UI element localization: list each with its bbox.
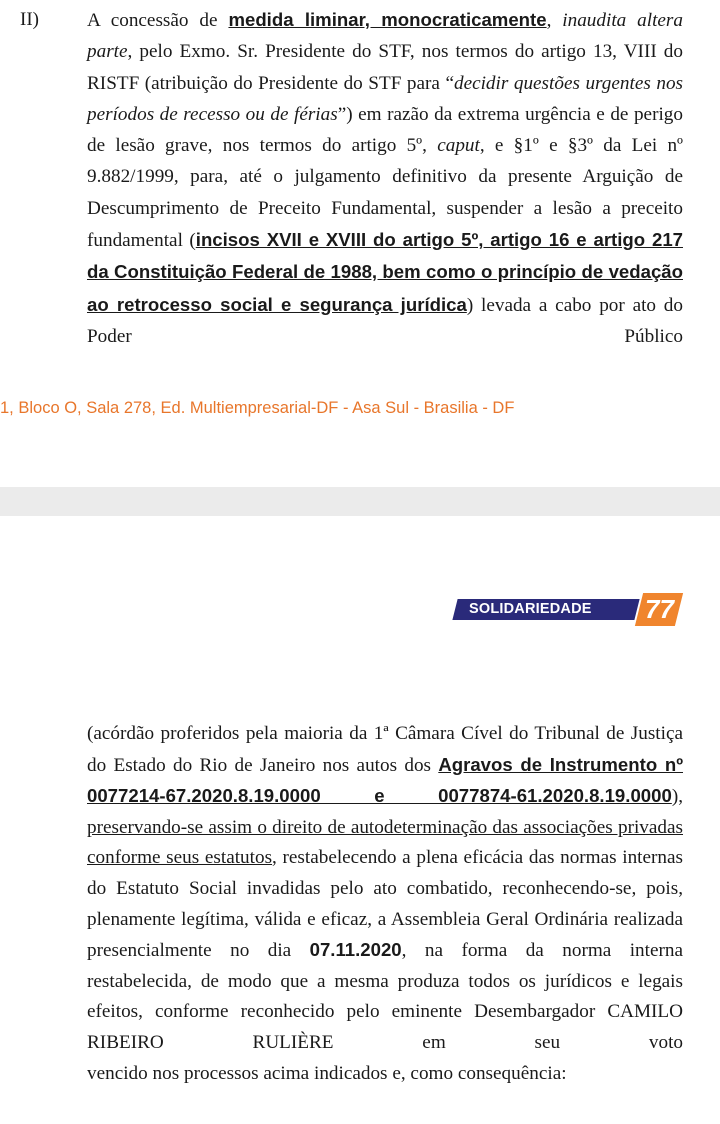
logo-number: 77	[645, 594, 674, 624]
text-run: , na forma da norma interna restabelecida, de modo que a mesma produza todos os jurídicos e legais efeitos, conforme reconhecido pelo eminente Desembargador CAMILO RIBEIRO RULIÈRE em seu voto	[87, 940, 683, 1053]
italic-caput: caput	[437, 135, 480, 157]
emphasis-agravos: Agravos de Instrumento nº 0077214-67.2020.8.19.0000 e 0077874-61.2020.8.19.0000	[87, 753, 683, 807]
emphasis-liminar: medida liminar, monocraticamente	[228, 9, 547, 30]
footer-address: 1, Bloco O, Sala 278, Ed. Multiempresarial-DF - Asa Sul - Brasilia - DF	[0, 399, 515, 417]
text-run: ”) em razão da extrema urgência e de perigo de lesão grave, nos termos do artigo 5º,	[87, 103, 683, 157]
underlined-autodeterminacao: preservando-se assim o direito de autodeterminação das associações privadas conforme seus estatutos	[87, 816, 683, 869]
text-run: , e §1º e §3º da Lei nº 9.882/1999, para, até o julgamento definitivo da presente Arguição de Descumprimento de Preceito Fundamental, suspender a lesão a preceito fundamental (	[87, 135, 683, 252]
page-separator	[0, 487, 720, 516]
text-run: ),	[671, 786, 683, 808]
text-run: ) levada a cabo por ato do Poder Público	[87, 294, 683, 347]
emphasis-date: 07.11.2020	[309, 939, 402, 961]
italic-quote: decidir questões urgentes nos períodos de recesso ou de férias	[87, 72, 684, 125]
italic-inaudita: inaudita altera parte	[87, 10, 683, 63]
text-run: ,	[546, 10, 563, 31]
text-run: A concessão de	[87, 10, 229, 31]
text-run: , pelo Exmo. Sr. Presidente do STF, nos termos do artigo 13, VIII do RISTF (atribuição do Presidente do STF para “	[87, 41, 683, 94]
text-run-last-line: vencido nos processos acima indicados e, como consequência:	[87, 1062, 567, 1084]
text-run: (acórdão proferidos pela maioria da 1ª Câmara Cível do Tribunal de Justiça do Estado do Rio de Janeiro nos autos dos	[87, 723, 683, 776]
emphasis-constitution: incisos XVII e XVIII do artigo 5º, artigo 16 e artigo 217 da Constituição Federal de 1988, bem como o princípio de vedação ao retrocesso social e segurança jurídica	[87, 229, 683, 315]
logo-text: SOLIDARIEDADE	[469, 601, 592, 617]
paragraph-continuation	[87, 719, 683, 1089]
item-number: II)	[20, 9, 39, 30]
text-run: , restabelecendo a plena eficácia das normas internas do Estatuto Social invadidas pelo ato combatido, reconhecendo-se, pois, plenamente legítima, válida e eficaz, a Assembleia Geral Ordinária realizada presencialmente no dia	[87, 847, 683, 962]
paragraph-item-ii	[87, 4, 683, 352]
page-1-section	[0, 0, 720, 487]
